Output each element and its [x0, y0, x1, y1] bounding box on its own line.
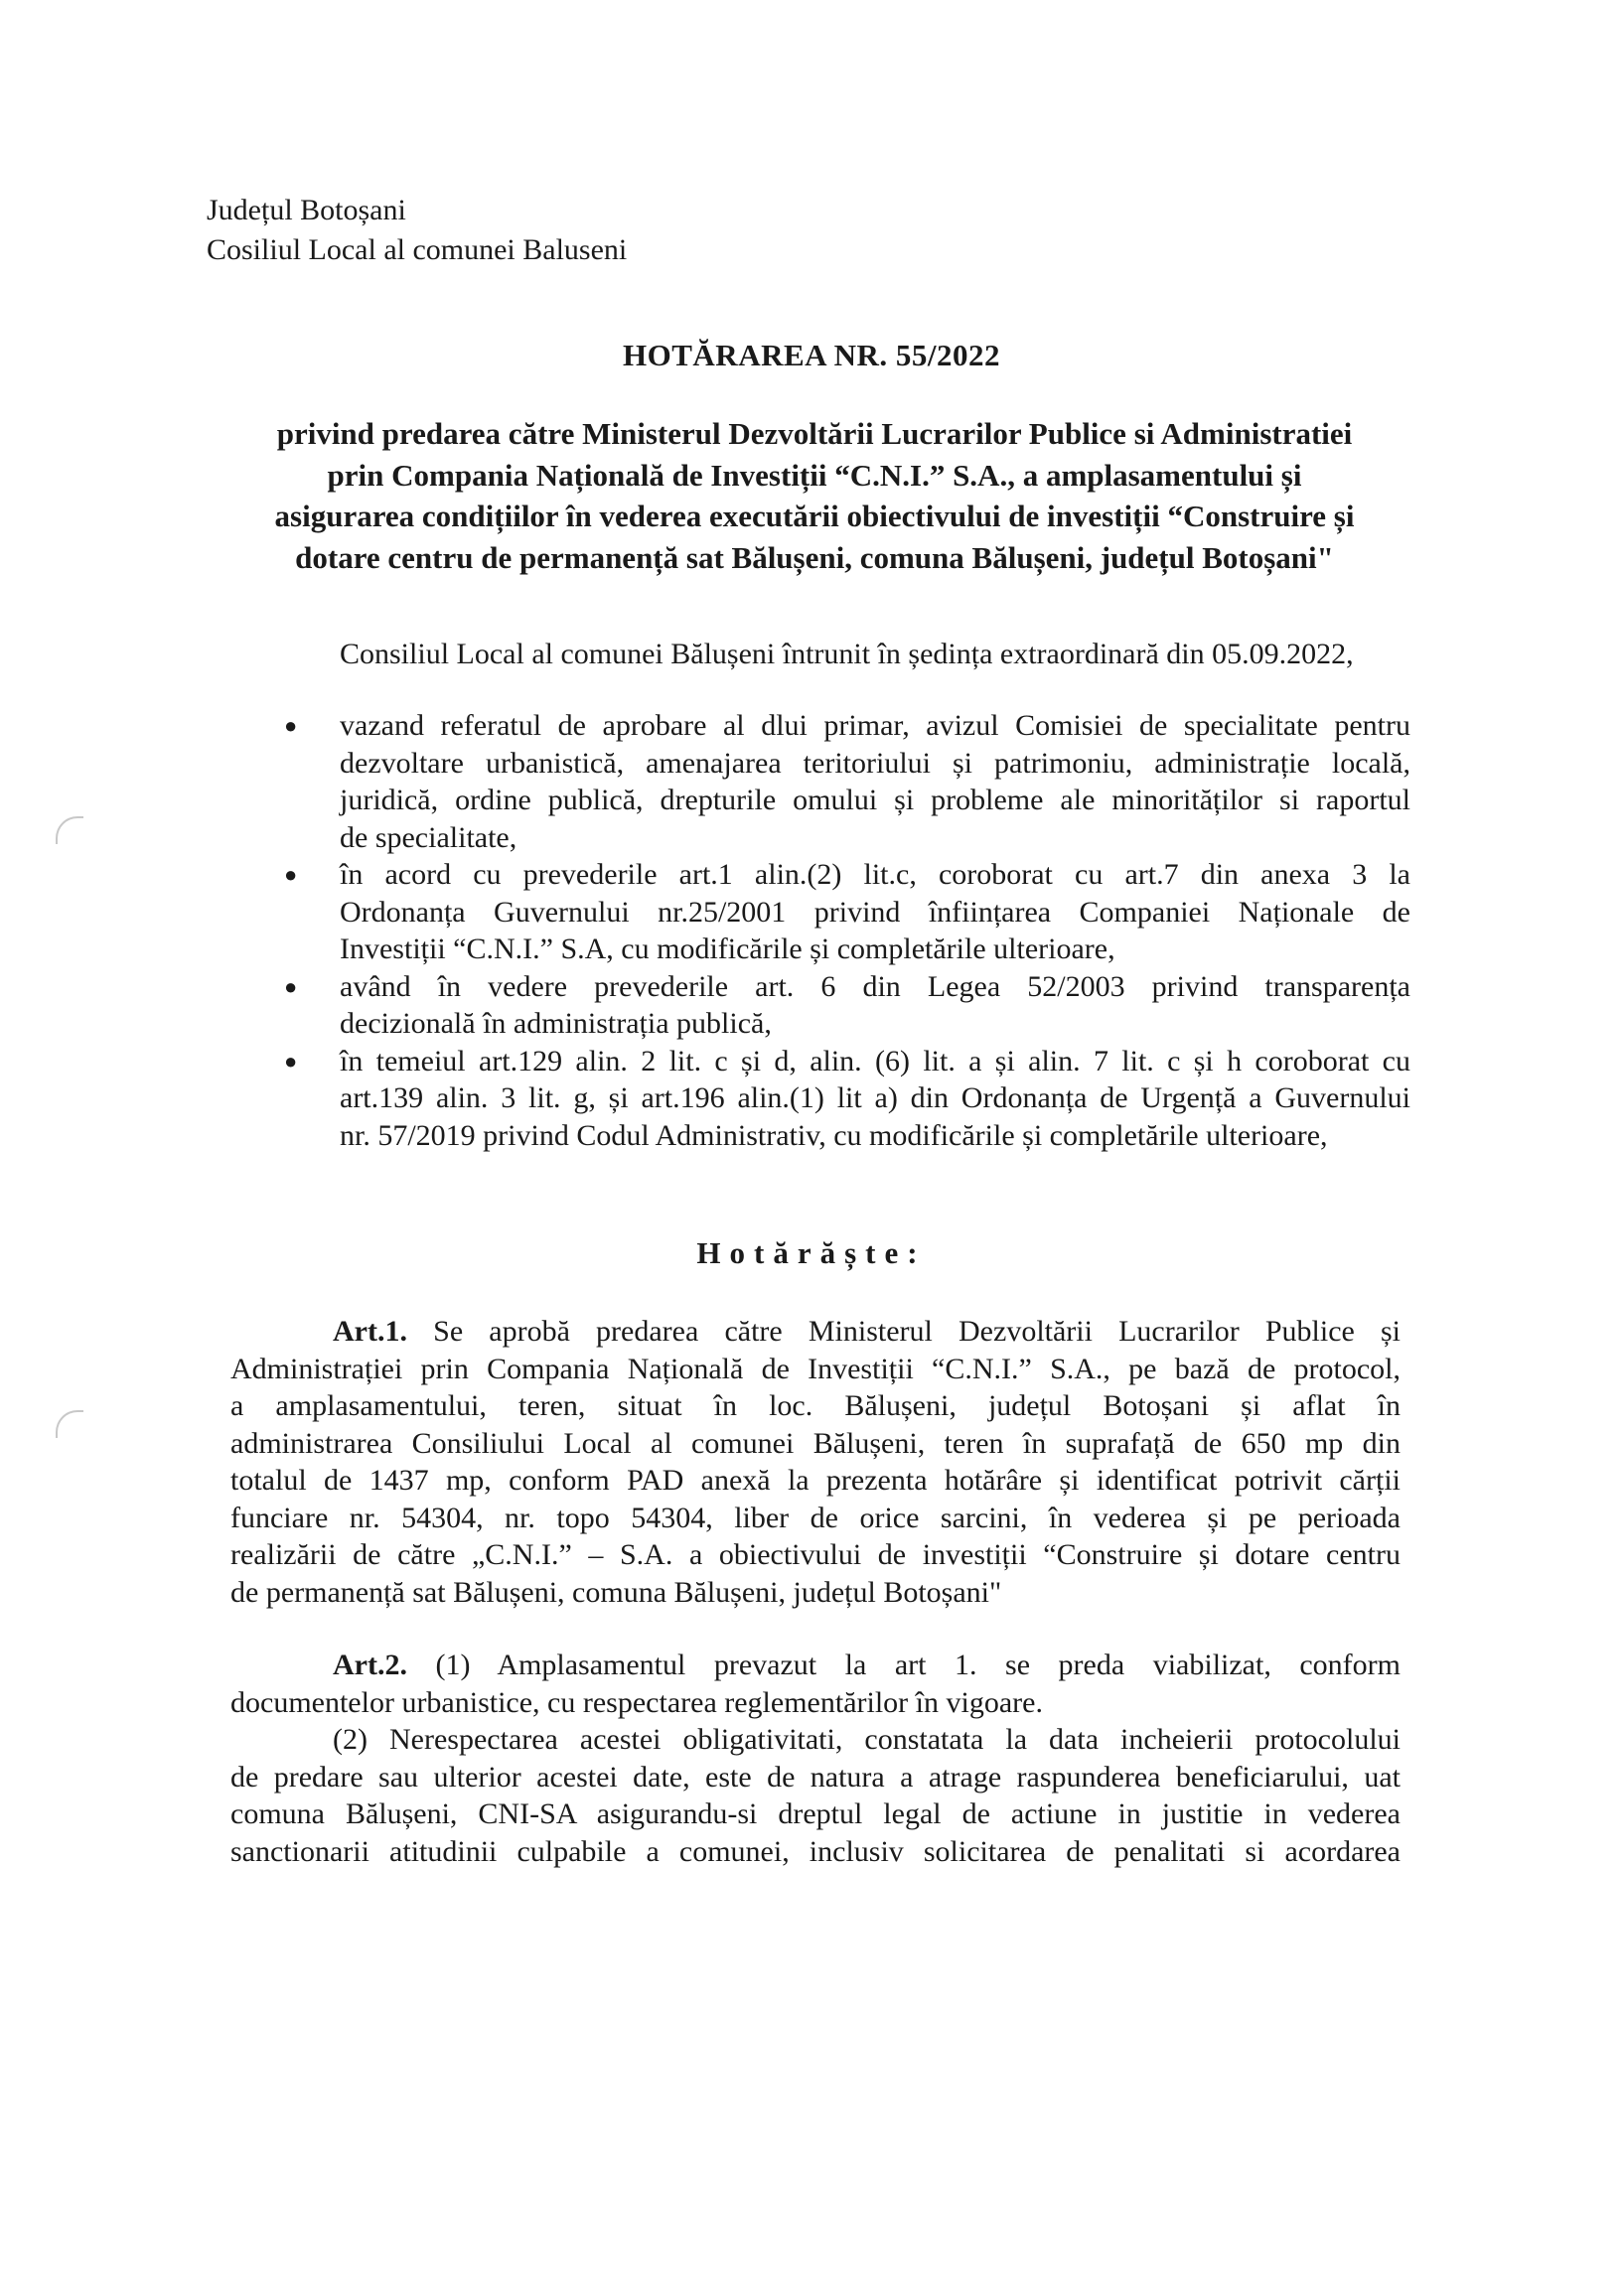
decision-heading: Hotărăște: — [696, 1235, 927, 1270]
list-item-line: Investiții “C.N.I.” S.A, cu modificările și completările ulterioare, — [340, 933, 1115, 965]
list-item-line: nr. 57/2019 privind Codul Administrativ, cu modificările și completările ulterioare, — [340, 1118, 1328, 1152]
article-line: a amplasamentului, teren, situat în loc. Bălușeni, județul Botoșani și aflat în — [230, 1389, 1401, 1422]
article-line: funciare nr. 54304, nr. topo 54304, liber de orice sarcini, în vederea și pe perioada — [230, 1501, 1401, 1534]
article-line: de predare sau ulterior acestei date, este de natura a atrage raspunderea beneficiarului, uat — [230, 1760, 1401, 1794]
article-text: Se aprobă predarea către Ministerul Dezvoltării Lucrarilor Publice și — [433, 1315, 1401, 1348]
bullet-icon: ● — [284, 1048, 298, 1074]
list-item — [238, 968, 1410, 1043]
article-line: administrarea Consiliului Local al comunei Bălușeni, teren în suprafață de 650 mp din — [230, 1426, 1401, 1460]
article-line: realizării de către „C.N.I.” – S.A. a obiectivului de investiții “Construire și dotare centru — [230, 1538, 1401, 1571]
council-name: Cosiliul Local al comunei Baluseni — [207, 233, 628, 266]
list-item-line: în temeiul art.129 alin. 2 lit. c și d, alin. (6) lit. a și alin. 7 lit. c și h coroborat cu — [340, 1044, 1410, 1077]
subject-line: prin Compania Națională de Investiții “C.N.I.” S.A., a amplasamentului și — [327, 457, 1302, 493]
list-item-line: vazand referatul de aprobare al dlui primar, avizul Comisiei de specialitate pentru — [340, 709, 1410, 742]
scan-artifact-mark — [56, 1410, 83, 1438]
decision-title: HOTĂRAREA NR. 55/2022 — [623, 338, 1000, 372]
intro-paragraph: Consiliul Local al comunei Bălușeni întrunit în ședința extraordinară din 05.09.2022, — [340, 638, 1354, 670]
list-item-line: dezvoltare urbanistică, amenajarea teritoriului și patrimoniu, administrație locală, — [340, 746, 1410, 780]
list-item-line: art.139 alin. 3 lit. g, și art.196 alin.(1) lit a) din Ordonanța de Urgență a Guvernului — [340, 1081, 1410, 1114]
list-item-line: Ordonanța Guvernului nr.25/2001 privind înființarea Companiei Naționale de — [340, 895, 1410, 929]
subject-line: dotare centru de permanență sat Bălușeni, comuna Bălușeni, județul Botoșani" — [295, 539, 1334, 575]
article-line: de permanență sat Bălușeni, comuna Bălușeni, județul Botoșani" — [230, 1575, 1002, 1609]
article-line: Administrației prin Compania Națională de Investiții “C.N.I.” S.A., pe bază de protocol, — [230, 1352, 1401, 1385]
article-first-line — [230, 1313, 1401, 1351]
article-label: Art.1. — [333, 1315, 407, 1348]
list-item-line: juridică, ordine publică, drepturile omului și probleme ale minorităților si raportul — [340, 784, 1410, 816]
list-item-line: decizională în administrația publică, — [340, 1007, 772, 1040]
article-1 — [230, 1313, 1401, 1611]
decision-subject — [248, 413, 1381, 578]
subject-line: privind predarea către Ministerul Dezvoltării Lucrarilor Publice si Administratiei — [276, 416, 1353, 451]
article-line: comuna Bălușeni, CNI-SA asigurandu-si dreptul legal de actiune in justitie in vederea — [230, 1797, 1401, 1830]
article-line: documentelor urbanistice, cu respectarea reglementărilor în vigoare. — [230, 1685, 1043, 1719]
scan-artifact-mark — [56, 816, 83, 844]
article-line: sanctionarii atitudinii culpabile a comunei, inclusiv solicitarea de penalitati si acordarea — [230, 1834, 1401, 1868]
bullet-icon: ● — [284, 973, 298, 999]
county-name: Județul Botoșani — [207, 194, 406, 226]
article-label: Art.2. — [333, 1649, 407, 1681]
list-item — [238, 1043, 1410, 1155]
list-item-line: în acord cu prevederile art.1 alin.(2) lit.c, coroborat cu art.7 din anexa 3 la — [340, 858, 1410, 891]
bullet-icon: ● — [284, 713, 298, 738]
bullet-icon: ● — [284, 862, 298, 887]
subject-line: asigurarea condițiilor în vederea executării obiectivului de investiții “Construire și — [274, 499, 1355, 533]
issuer-header — [207, 191, 627, 270]
article-first-line — [230, 1647, 1401, 1684]
legal-basis-list — [238, 707, 1410, 1154]
article-line: totalul de 1437 mp, conform PAD anexă la prezenta hotărâre și identificat potrivit cărții — [230, 1464, 1401, 1497]
list-item — [238, 856, 1410, 968]
list-item-line: având în vedere prevederile art. 6 din Legea 52/2003 privind transparența — [340, 969, 1410, 1003]
article-2 — [230, 1647, 1401, 1870]
list-item-line: de specialitate, — [340, 820, 517, 854]
article-text: (1) Amplasamentul prevazut la art 1. se preda viabilizat, conform — [435, 1649, 1401, 1681]
article-line: (2) Nerespectarea acestei obligativitati, constatata la data incheierii protocolului — [333, 1723, 1401, 1756]
list-item — [238, 707, 1410, 856]
